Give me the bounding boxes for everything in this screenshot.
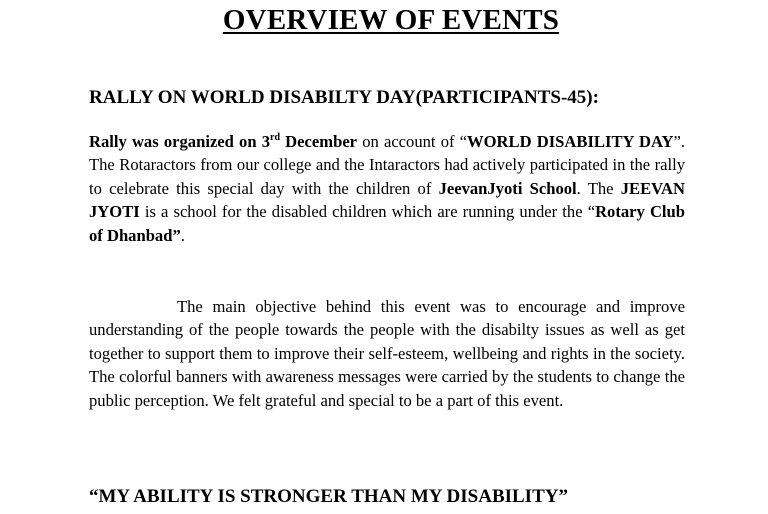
- p1-bold-event-name: WORLD DISABILITY DAY: [467, 132, 674, 151]
- p1-bold-rotary-club: Rotary Club of Dhanbad”: [89, 202, 685, 245]
- p1-text-participants: ”. The Rotaractors from our college and the Intaractors had actively participated in the rally to celebrate this special day with the children of: [89, 132, 685, 198]
- page-title: OVERVIEW OF EVENTS: [222, 4, 560, 36]
- paragraph-objective: The main objective behind this event was to encourage and improve understanding of the people towards the people with the disabilty issues as well as get together to support them to improve their self-esteem, wellbeing and rights in the society. The colorful banners with awareness messages were carried by the students to change the public perception. We felt grateful and special to be a part of this event.: [89, 297, 685, 410]
- paragraph-rally-description: [89, 130, 685, 247]
- p1-ordinal-suffix: rd: [270, 132, 281, 143]
- p1-bold-organized: Rally was organized on 3: [89, 132, 271, 151]
- p1-text-school-desc: is a school for the disabled children which are running under the “: [139, 202, 596, 222]
- p1-text-period: .: [180, 225, 185, 245]
- section-heading: RALLY ON WORLD DISABILTY DAY(PARTICIPANTS-45):: [89, 87, 599, 108]
- p1-text-account: on account of “: [357, 132, 468, 151]
- p1-bold-december: December: [280, 132, 358, 151]
- closing-quote: “MY ABILITY IS STRONGER THAN MY DISABILITY”: [89, 486, 568, 507]
- p1-text-the: . The: [576, 178, 621, 198]
- p1-bold-jeevan-jyoti: JEEVAN JYOTI: [89, 178, 685, 222]
- p1-bold-school: JeevanJyoti School: [438, 178, 577, 198]
